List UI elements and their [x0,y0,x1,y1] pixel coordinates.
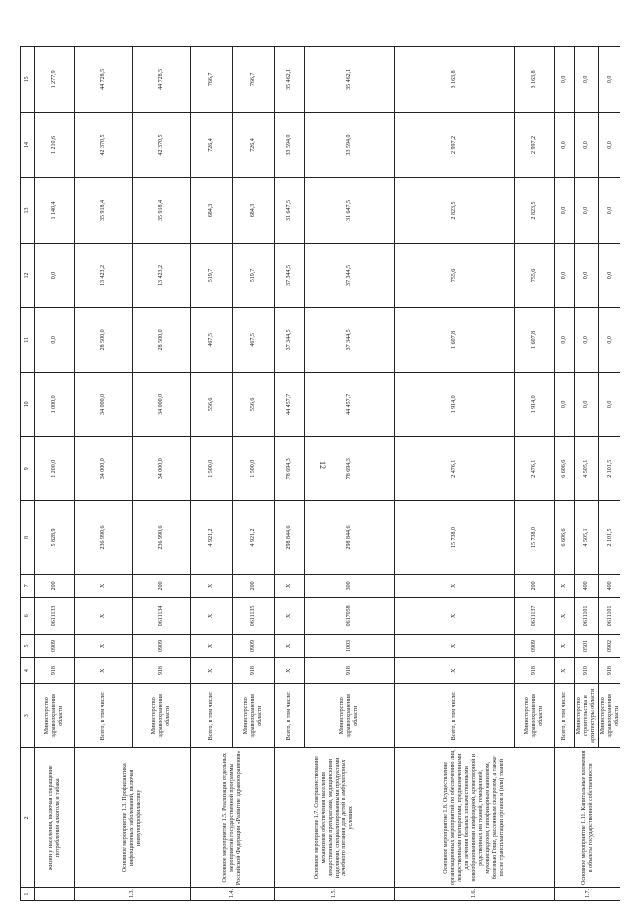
value-cell: 0,0 [555,308,575,372]
value-cell: 0,0 [575,243,599,307]
column-number-1: 1 [21,888,35,901]
column-number-5: 5 [21,634,35,658]
value-cell: 298 844,6 [275,501,305,574]
value-cell: 31 647,5 [305,178,395,244]
code-cell-c4: 918 [305,658,395,684]
table-row [75,47,133,901]
value-cell: 0,0 [575,112,599,178]
value-cell: 0,0 [555,178,575,244]
value-cell: 1 210,6 [35,112,75,178]
value-cell: 2 476,1 [395,437,515,501]
value-cell: 28 500,0 [75,308,133,372]
value-cell: 31 647,5 [275,178,305,244]
row-number-cell: 1.4. [191,888,275,901]
value-cell: 519,7 [191,243,233,307]
value-cell: 37 344,5 [305,243,395,307]
code-cell-c7: 200 [233,574,275,598]
value-cell: 42 370,5 [133,112,191,178]
row-number-cell [35,888,75,901]
code-cell-c6: X [395,598,515,635]
value-cell: 2 101,5 [598,501,620,574]
value-cell: 0,0 [598,178,620,244]
table-row [191,47,233,901]
code-cell-c7: 200 [133,574,191,598]
value-cell: 4 921,2 [191,501,233,574]
column-number-4: 4 [21,658,35,684]
executor-cell: Министерство здравоохранения области [133,684,191,748]
executor-cell: Всего, в том числе: [75,684,133,748]
value-cell: 766,7 [191,47,233,113]
value-cell: 1 140,4 [35,178,75,244]
row-number-cell: 1.7. [555,888,621,901]
value-cell: 44 728,5 [75,47,133,113]
code-cell-c7: X [75,574,133,598]
code-cell-c6: 0611101 [575,598,599,635]
value-cell: 2 997,2 [515,112,555,178]
value-cell: 1 914,0 [395,372,515,436]
value-cell: 0,0 [555,112,575,178]
code-cell-c7: 400 [598,574,620,598]
value-cell: 0,0 [598,243,620,307]
value-cell: 6 606,6 [555,437,575,501]
executor-cell: Всего, в том числе: [191,684,233,748]
measure-name-cell: жизни у населения, включая сокращение потребления алкоголя и табака [35,748,75,888]
executor-cell: Министерство здравоохранения области [305,684,395,748]
column-number-9: 9 [21,437,35,501]
code-cell-c4: 918 [233,658,275,684]
column-number-13: 13 [21,178,35,244]
value-cell: 726,4 [191,112,233,178]
value-cell: 33 594,0 [305,112,395,178]
value-cell: 37 344,5 [275,308,305,372]
code-cell-c6: 0611133 [35,598,75,635]
code-cell-c5: X [395,634,515,658]
code-cell-c7: X [555,574,575,598]
value-cell: 35 462,1 [275,47,305,113]
value-cell: 78 694,3 [275,437,305,501]
value-cell: 44 728,5 [133,47,191,113]
value-cell: 6 606,6 [555,501,575,574]
code-cell-c7: X [191,574,233,598]
value-cell: 0,0 [575,372,599,436]
code-cell-c7: X [395,574,515,598]
value-cell: 15 738,0 [395,501,515,574]
budget-table-region [20,46,620,901]
executor-cell: Министерство здравоохранения области [233,684,275,748]
value-cell: 298 844,6 [305,501,395,574]
value-cell: 684,3 [191,178,233,244]
code-cell-c5: 0909 [133,634,191,658]
value-cell: 2 997,2 [395,112,515,178]
code-cell-c7: X [275,574,305,598]
value-cell: 1 500,0 [191,437,233,501]
value-cell: 13 423,2 [133,243,191,307]
executor-cell: Министерство строительства и архитектуры области [575,684,599,748]
measure-name-cell: Основное мероприятие 1.3. Профилактика инфекционных заболеваний, включая иммунопрофилактику [75,748,191,888]
column-number-8: 8 [21,501,35,574]
value-cell: 1 277,9 [35,47,75,113]
value-cell: 0,0 [575,47,599,113]
measure-name-cell: Основное мероприятие 1.8. Осуществление организационных мероприятий по обеспечению лиц лекарственными препаратами, предназначенными для лечения больных злокачественными новообразованиями лимфоидной, кроветворной и родственных им тканей, гемофилией, муковисцидозом, гипофизарным нанизмом, болезнью Гоше, рассеянным склерозом, а также после трансплантации органов и (или) тканей [395,748,555,888]
value-cell: 0,0 [575,178,599,244]
column-number-12: 12 [21,243,35,307]
code-cell-c6: 0611137 [515,598,555,635]
value-cell: 0,0 [598,47,620,113]
code-cell-c6: 0611134 [133,598,191,635]
value-cell: 44 457,7 [275,372,305,436]
value-cell: 4 921,2 [233,501,275,574]
value-cell: 2 101,5 [598,437,620,501]
code-cell-c4: 918 [598,658,620,684]
value-cell: 684,3 [233,178,275,244]
column-number-14: 14 [21,112,35,178]
code-cell-c5: X [275,634,305,658]
code-cell-c7: 200 [515,574,555,598]
code-cell-c6: X [275,598,305,635]
code-cell-c5: X [75,634,133,658]
value-cell: 34 000,0 [133,437,191,501]
value-cell: 556,6 [191,372,233,436]
table-row [35,47,75,901]
code-cell-c5: 1003 [305,634,395,658]
executor-cell: Всего, в том числе: [275,684,305,748]
row-number-cell: 1.5. [275,888,395,901]
code-cell-c4: 910 [575,658,599,684]
value-cell: 0,0 [575,308,599,372]
code-cell-c6: 0611101 [598,598,620,635]
value-cell: 4 505,1 [575,501,599,574]
code-cell-c6: X [555,598,575,635]
code-cell-c4: 918 [133,658,191,684]
code-cell-c5: 0909 [515,634,555,658]
budget-table [20,46,620,901]
column-number-11: 11 [21,308,35,372]
measure-name-cell: Основное мероприятие 1.11. Капитальные вложения в объекты государственной собственности [555,748,621,888]
executor-cell: Всего, в том числе: [395,684,515,748]
executor-cell: Министерство здравоохранения области [515,684,555,748]
code-cell-c4: X [75,658,133,684]
value-cell: 2 823,5 [395,178,515,244]
value-cell: 78 694,3 [305,437,395,501]
value-cell: 35 918,4 [133,178,191,244]
column-number-3: 3 [21,684,35,748]
value-cell: 3 163,8 [395,47,515,113]
value-cell: 44 457,7 [305,372,395,436]
value-cell: 556,6 [233,372,275,436]
column-number-15: 15 [21,47,35,113]
code-cell-c4: X [191,658,233,684]
executor-cell: Министерство здравоохранения области [598,684,620,748]
code-cell-c5: 0902 [598,634,620,658]
code-cell-c7: 400 [575,574,599,598]
code-cell-c5: X [191,634,233,658]
column-number-row [21,47,35,901]
executor-cell: Всего, в том числе: [555,684,575,748]
value-cell: 2 476,1 [515,437,555,501]
value-cell: 726,4 [233,112,275,178]
code-cell-c6: X [75,598,133,635]
code-cell-c5: 0501 [575,634,599,658]
value-cell: 15 738,0 [515,501,555,574]
rotated-table-container [20,46,620,901]
table-row [275,47,305,901]
value-cell: 35 462,1 [305,47,395,113]
value-cell: 236 990,6 [133,501,191,574]
value-cell: 1 200,0 [35,437,75,501]
code-cell-c6: 0617058 [305,598,395,635]
value-cell: 1 914,0 [515,372,555,436]
value-cell: 0,0 [35,308,75,372]
code-cell-c5: X [555,634,575,658]
code-cell-c6: 0611135 [233,598,275,635]
page-number: 12 [318,461,328,469]
value-cell: 42 370,5 [75,112,133,178]
value-cell: 0,0 [598,372,620,436]
code-cell-c5: 0909 [35,634,75,658]
executor-cell: Министерство здравоохранения области [35,684,75,748]
value-cell: 519,7 [233,243,275,307]
value-cell: 0,0 [555,47,575,113]
value-cell: 4 505,1 [575,437,599,501]
value-cell: 0,0 [555,243,575,307]
code-cell-c4: X [275,658,305,684]
value-cell: 467,5 [191,308,233,372]
code-cell-c4: 918 [35,658,75,684]
value-cell: 37 344,5 [305,308,395,372]
measure-name-cell: Основное мероприятие 1.5. Реализация отдельных мероприятий государственной программы Российской Федерации «Развитие здравоохранения» [191,748,275,888]
column-number-10: 10 [21,372,35,436]
value-cell: 3 163,8 [515,47,555,113]
value-cell: 34 000,0 [133,372,191,436]
value-cell: 236 990,6 [75,501,133,574]
row-number-cell: 1.6. [395,888,555,901]
column-number-2: 2 [21,748,35,888]
value-cell: 467,5 [233,308,275,372]
code-cell-c4: X [395,658,515,684]
code-cell-c5: 0909 [233,634,275,658]
table-row [395,47,515,901]
value-cell: 0,0 [598,308,620,372]
value-cell: 5 828,9 [35,501,75,574]
code-cell-c7: 200 [35,574,75,598]
value-cell: 755,6 [395,243,515,307]
value-cell: 34 000,0 [75,437,133,501]
value-cell: 35 918,4 [75,178,133,244]
value-cell: 13 423,2 [75,243,133,307]
value-cell: 766,7 [233,47,275,113]
value-cell: 28 500,0 [133,308,191,372]
value-cell: 1 000,0 [35,372,75,436]
measure-name-cell: Основное мероприятие 1.7. Совершенствование механизмов обеспечения населения лекарственными препаратами, медицинскими изделиями, специализированными продуктами лечебного питания для детей в амбулаторных условиях [275,748,395,888]
value-cell: 33 594,0 [275,112,305,178]
table-row [555,47,575,901]
value-cell: 1 500,0 [233,437,275,501]
code-cell-c4: 918 [515,658,555,684]
code-cell-c6: X [191,598,233,635]
code-cell-c4: X [555,658,575,684]
column-number-7: 7 [21,574,35,598]
value-cell: 0,0 [598,112,620,178]
value-cell: 37 344,5 [275,243,305,307]
value-cell: 34 000,0 [75,372,133,436]
value-cell: 1 607,8 [515,308,555,372]
value-cell: 0,0 [555,372,575,436]
value-cell: 1 607,8 [395,308,515,372]
code-cell-c7: 300 [305,574,395,598]
value-cell: 0,0 [35,243,75,307]
value-cell: 2 823,5 [515,178,555,244]
value-cell: 755,6 [515,243,555,307]
column-number-6: 6 [21,598,35,635]
row-number-cell: 1.3. [75,888,191,901]
